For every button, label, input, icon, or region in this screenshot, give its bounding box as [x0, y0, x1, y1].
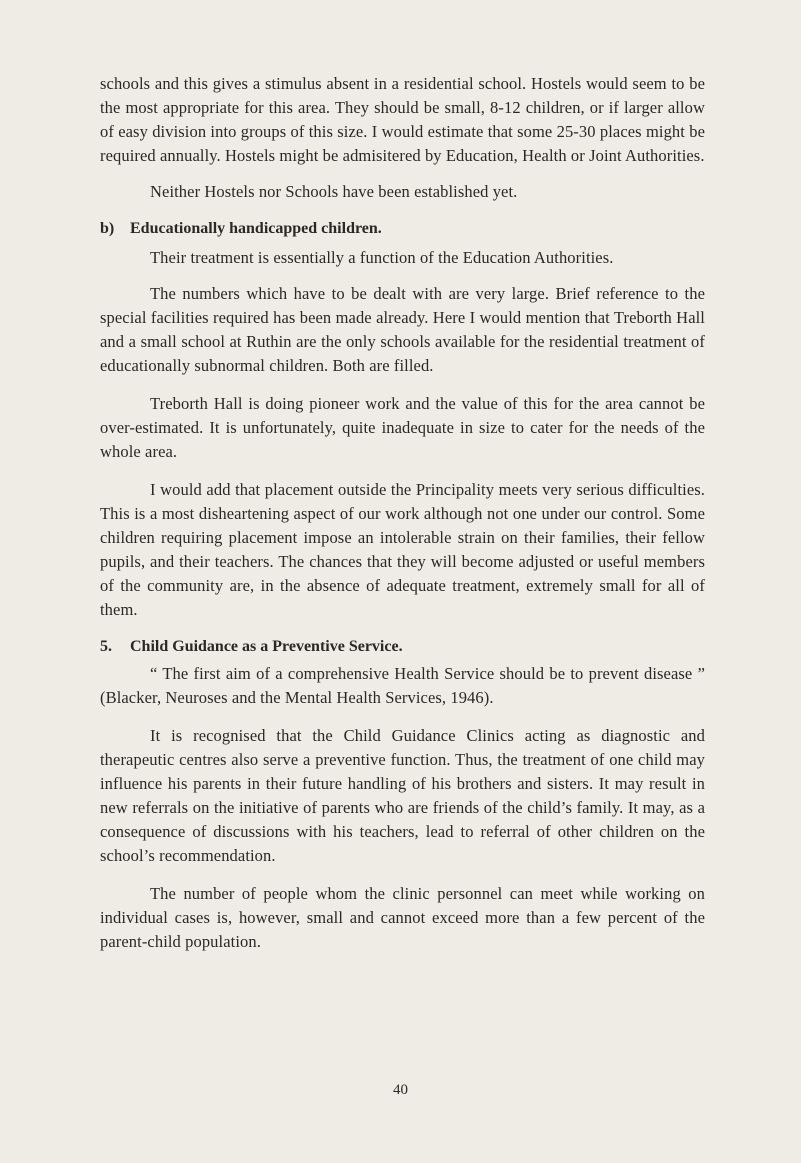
- page-number: 40: [393, 1082, 408, 1098]
- paragraph-clinics-preventive: It is recognised that the Child Guidance Clinics acting as diagnostic and therapeutic centres also serve a preventive function. Thus, the treatment of one child may influence his parents in their future handling of his brothers and sisters. It may result in new referrals on the initiative of parents who are friends of the child’s family. It may, as a consequence of discussions with his teachers, lead to referral of other children on the school’s recommendation.: [100, 726, 705, 865]
- paragraph-hostels: schools and this gives a stimulus absent in a residential school. Hostels would seem to be the most appropriate for this area. They should be small, 8-12 children, or if larger allow of easy division into groups of this size. I would estimate that some 25-30 places might be required annually. Hostels might be admisitered by Education, Health or Joint Authorities.: [100, 74, 705, 165]
- section-heading-educationally-handicapped: [100, 218, 705, 240]
- section-heading-child-guidance: [100, 636, 705, 658]
- section-title: Educationally handicapped children.: [130, 220, 382, 237]
- paragraph-numbers-large: The numbers which have to be dealt with are very large. Brief reference to the special facilities required has been made already. Here I would mention that Treborth Hall and a small school at Ruthin are the only schools available for the residential treatment of educationally subnormal children. Both are filled.: [100, 284, 705, 375]
- section-title: Child Guidance as a Preventive Service.: [130, 638, 403, 655]
- section-number: 5.: [100, 638, 112, 655]
- paragraph-placement-outside: I would add that placement outside the Principality meets very serious difficulties. This is a most disheartening aspect of our work although not one under our control. Some children requiring placement impose an intolerable strain on their families, their fellow pupils, and their teachers. The chances that they will become adjusted or useful members of the community are, in the absence of adequate treatment, extremely small for all of them.: [100, 480, 705, 619]
- paragraph-treatment-function: Their treatment is essentially a function of the Education Authorities.: [150, 248, 614, 267]
- paragraph-treborth-hall: Treborth Hall is doing pioneer work and the value of this for the area cannot be over-estimated. It is unfortunately, quite inadequate in size to cater for the needs of the whole area.: [100, 394, 705, 461]
- paragraph-quote-blacker: “ The first aim of a comprehensive Health Service should be to prevent disease ” (Blacker, Neuroses and the Mental Health Services, 1946).: [100, 664, 705, 707]
- section-number: b): [100, 220, 115, 237]
- paragraph-clinic-personnel: The number of people whom the clinic personnel can meet while working on individual cases is, however, small and cannot exceed more than a few percent of the parent-child population.: [100, 884, 705, 951]
- paragraph-not-established: Neither Hostels nor Schools have been established yet.: [150, 182, 518, 201]
